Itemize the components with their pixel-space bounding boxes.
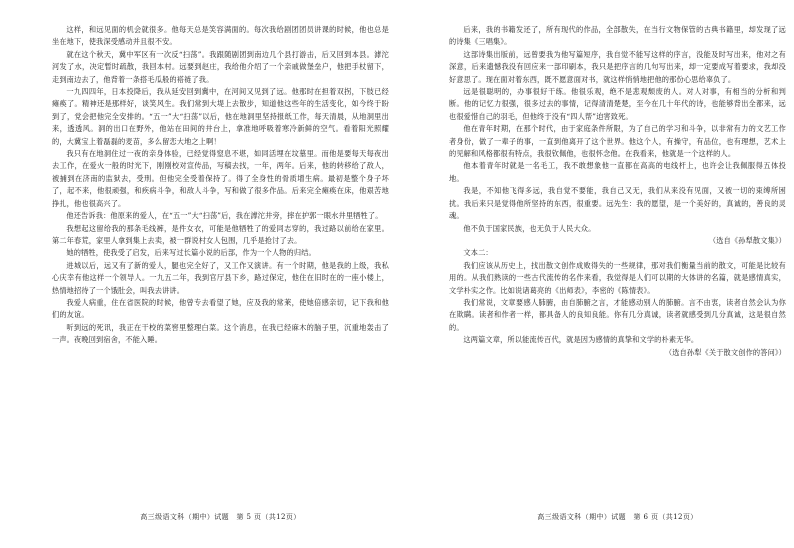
- text2-para-2: 我们常说，文章要感人肺腑，由自肺腑之言，才能感动别人的肺腑。言不由衷，读者自然会认为你在欺瞒。读者和作者一样，都具备人的良知良能。你有几分真诚，读者就感受到几分真诚，这是很自然的。: [449, 297, 786, 332]
- page6-para-4: 他在青年时期，在那个时代，由于家庭条件所限，为了自己的学习和斗争，以非常有力的文艺工作者身份，做了一辈子的事，一直到他离开了这个世界。他这个人，有操守，有品位，也有理想，艺术上的见解和风格都很有特点，我很钦佩他，也很怀念他。在我看来，他就是一个这样的人。: [449, 124, 786, 159]
- page5-para-6: 我想起这留给我的那条毛线裤，是件女衣，可能是他牺牲了的爱同志穿的，我过路以前给在家里。第二年春荒，家里人拿到集上去卖，被一群说村女人包围，几乎是抢讨了去。: [52, 223, 389, 245]
- page6-para-3: 远是很聪明的，办事很好干练。他很乐观，绝不是悲观颓废的人。对人对事，有相当的分析和判断。他的记忆力很强，很多过去的事情，记得清清楚楚，至今在几十年代的诗，也能够背出全都来，远也很爱惜自己的羽毛，但他终于没有“四人帮”迫害致死。: [449, 87, 786, 121]
- page5-para-4: 我只有在地洞住过一夜的亲身体验，已经觉得窒息不堪，如同活埋在坟墓里。而他是要每天每夜出去工作，在爱火一般的时光下，刚刚校对宣传品，写稿去找，一年，两年。后来，他的转移给了敌人，被捕到在济南的监狱去，受刑。但他完全受着保持了。得了全身性的骨质增生病。最初是整个身子坏了，起不来，他很顽强，和疾病斗争，和敌人斗争，写和做了很多作品。后来完全瘫痪在床，他艰苦地挣扎，他也很高兴了。: [52, 149, 389, 208]
- page5-para-2: 就在这个秋天，冀中军区有一次反“扫荡”。我跟随剧团到南边几个县打游击，后又回到本县。滹沱河发了水，决定暂时疏散，我回本村。远要到赵庄，我给他介绍了一个亲戚做堡垒户，他把手杖留下，走到南边去了，他背着一条搭毛瓜般的褡裢了我。: [52, 49, 389, 84]
- page6-para-6: 我是，不知他飞得多远，我自觉不要能，我自己又无，我们从来没有见面，又被一切的束缚所困扰。我后来只是觉得他所坚持的东西，很重要。远先生：我的愿望，是一个美好的，真诚的，善良的灵魂。: [449, 186, 786, 221]
- page5-para-7: 她的牺牲，使我受了启发，后来写过长篇小说的后部，作为一个人物的归结。: [66, 248, 316, 258]
- text2-source: （选自孙犁《关于散文创作的答问》）: [664, 347, 786, 357]
- text2-para-1: 我们应该从历史上，找出散文创作成败得失的一些规律，那对我们衡量当前的散文，可能是比较有用的。从我们熟读的一些古代流传的名作来看，我觉得是人们可以期的大体讲的名篇，就是感情真实，文学朴实之作。比如说诸葛亮的《出师表》，李密的《陈情表》。: [449, 260, 786, 295]
- page6-para-5: 他本着青年时就是一名毛工，我不敢想象他一直都在高高的电线杆上，也许会让我佩服得五体投地。: [449, 161, 786, 183]
- text2-para-3: 这两篇文章，所以能流传百代，就是因为感情的真挚和文学的朴素无华。: [463, 335, 699, 345]
- text2-label: 文本二：: [463, 248, 493, 258]
- page-6: [449, 24, 786, 524]
- page-6-footer: 高三级语文科（期中）试题 第 6 页（共12页）: [537, 513, 698, 521]
- page5-para-1: 这样，和远见面的机会就很多。他每天总是笑容满面的。每次我给剧团团员讲课的时候，他也总是坐在地下，使我深受感动并且很不安。: [52, 25, 389, 47]
- page5-para-10: 听到远的死讯，我正在干校的菜窖里整理白菜。这个消息，在我已经麻木的脑子里，沉重地轰击了一声。夜晚回到宿舍，不能入睡。: [52, 322, 389, 345]
- text1-source: （选自《孙犁散文集》）: [708, 235, 786, 245]
- page5-para-3: 一九四四年，日本投降后，我从延安回到冀中，在河间又见到了远。他那时在担着双拐，下肢已经瘫痪了。精神还是那样好，谈笑风生。我们常到大堤上去散步，知道他这些年的生活变化，如今终于盼到了，党会把他完全安排的。“五一”大“扫荡”以后，他在地洞里坚持报纸工作，每天清晨，从地洞里出来，透透风。洞的出口在野外，他站在田间的井台上，拿准地呼吸着寒冷新鲜的空气。看着阳光照耀的，大冀宝上着磊磊的麦苗，多么留恋大地之上啊！: [52, 87, 389, 146]
- page5-para-8: 进城以后，远又有了新的爱人，腿也完全好了，又工作又演讲。有一个时期，他是我的上级，我私心庆幸有他这样一个领导人。一九五二年，我到官厅县下乡，路过保定，他住在旧时在的一座小楼上，热情地招待了一个饿肚会，叫我去讲讲。: [52, 260, 389, 295]
- page6-para-2: 这部诗集出版前，远曾要我为他写篇短序，我自觉不能写这样的序言，没能及时写出来，他对之有深意，后来遗憾我没有回应来一部印刷本，我只是把序言的几句写出来，却一定要成写着要求，我却没好意思了。现在面对着东西，既不愿意面对书，就这样悄悄地把他的那份心思给辜负了。: [449, 49, 786, 84]
- page5-para-5: 他还告诉我：他原来的爱人，在“五一”大“扫荡”后，我在滹沱井旁，摔在护郭一眼水井里牺牲了。: [66, 211, 383, 221]
- page6-para-1: 后来，我的书籍发还了，所有现代的作品，全部散失，在当行文物保管的古典书籍里，却发现了远的诗集《三唱集》。: [449, 25, 786, 47]
- page5-para-9: 我爱人病重，住在省医院的时候，他曾专去看望了她，应及我的常莱，使她倍感亲切，记下我和他们的友谊。: [52, 297, 389, 320]
- page-5-body: [52, 24, 389, 347]
- page-5-footer: 高三级语文科（期中）试题 第 5 页（共12页）: [140, 513, 301, 521]
- page-5: [52, 24, 389, 524]
- page-6-body: [449, 24, 786, 359]
- page6-para-7: 他不负于国家民族，也无负于人民大众。: [463, 223, 596, 233]
